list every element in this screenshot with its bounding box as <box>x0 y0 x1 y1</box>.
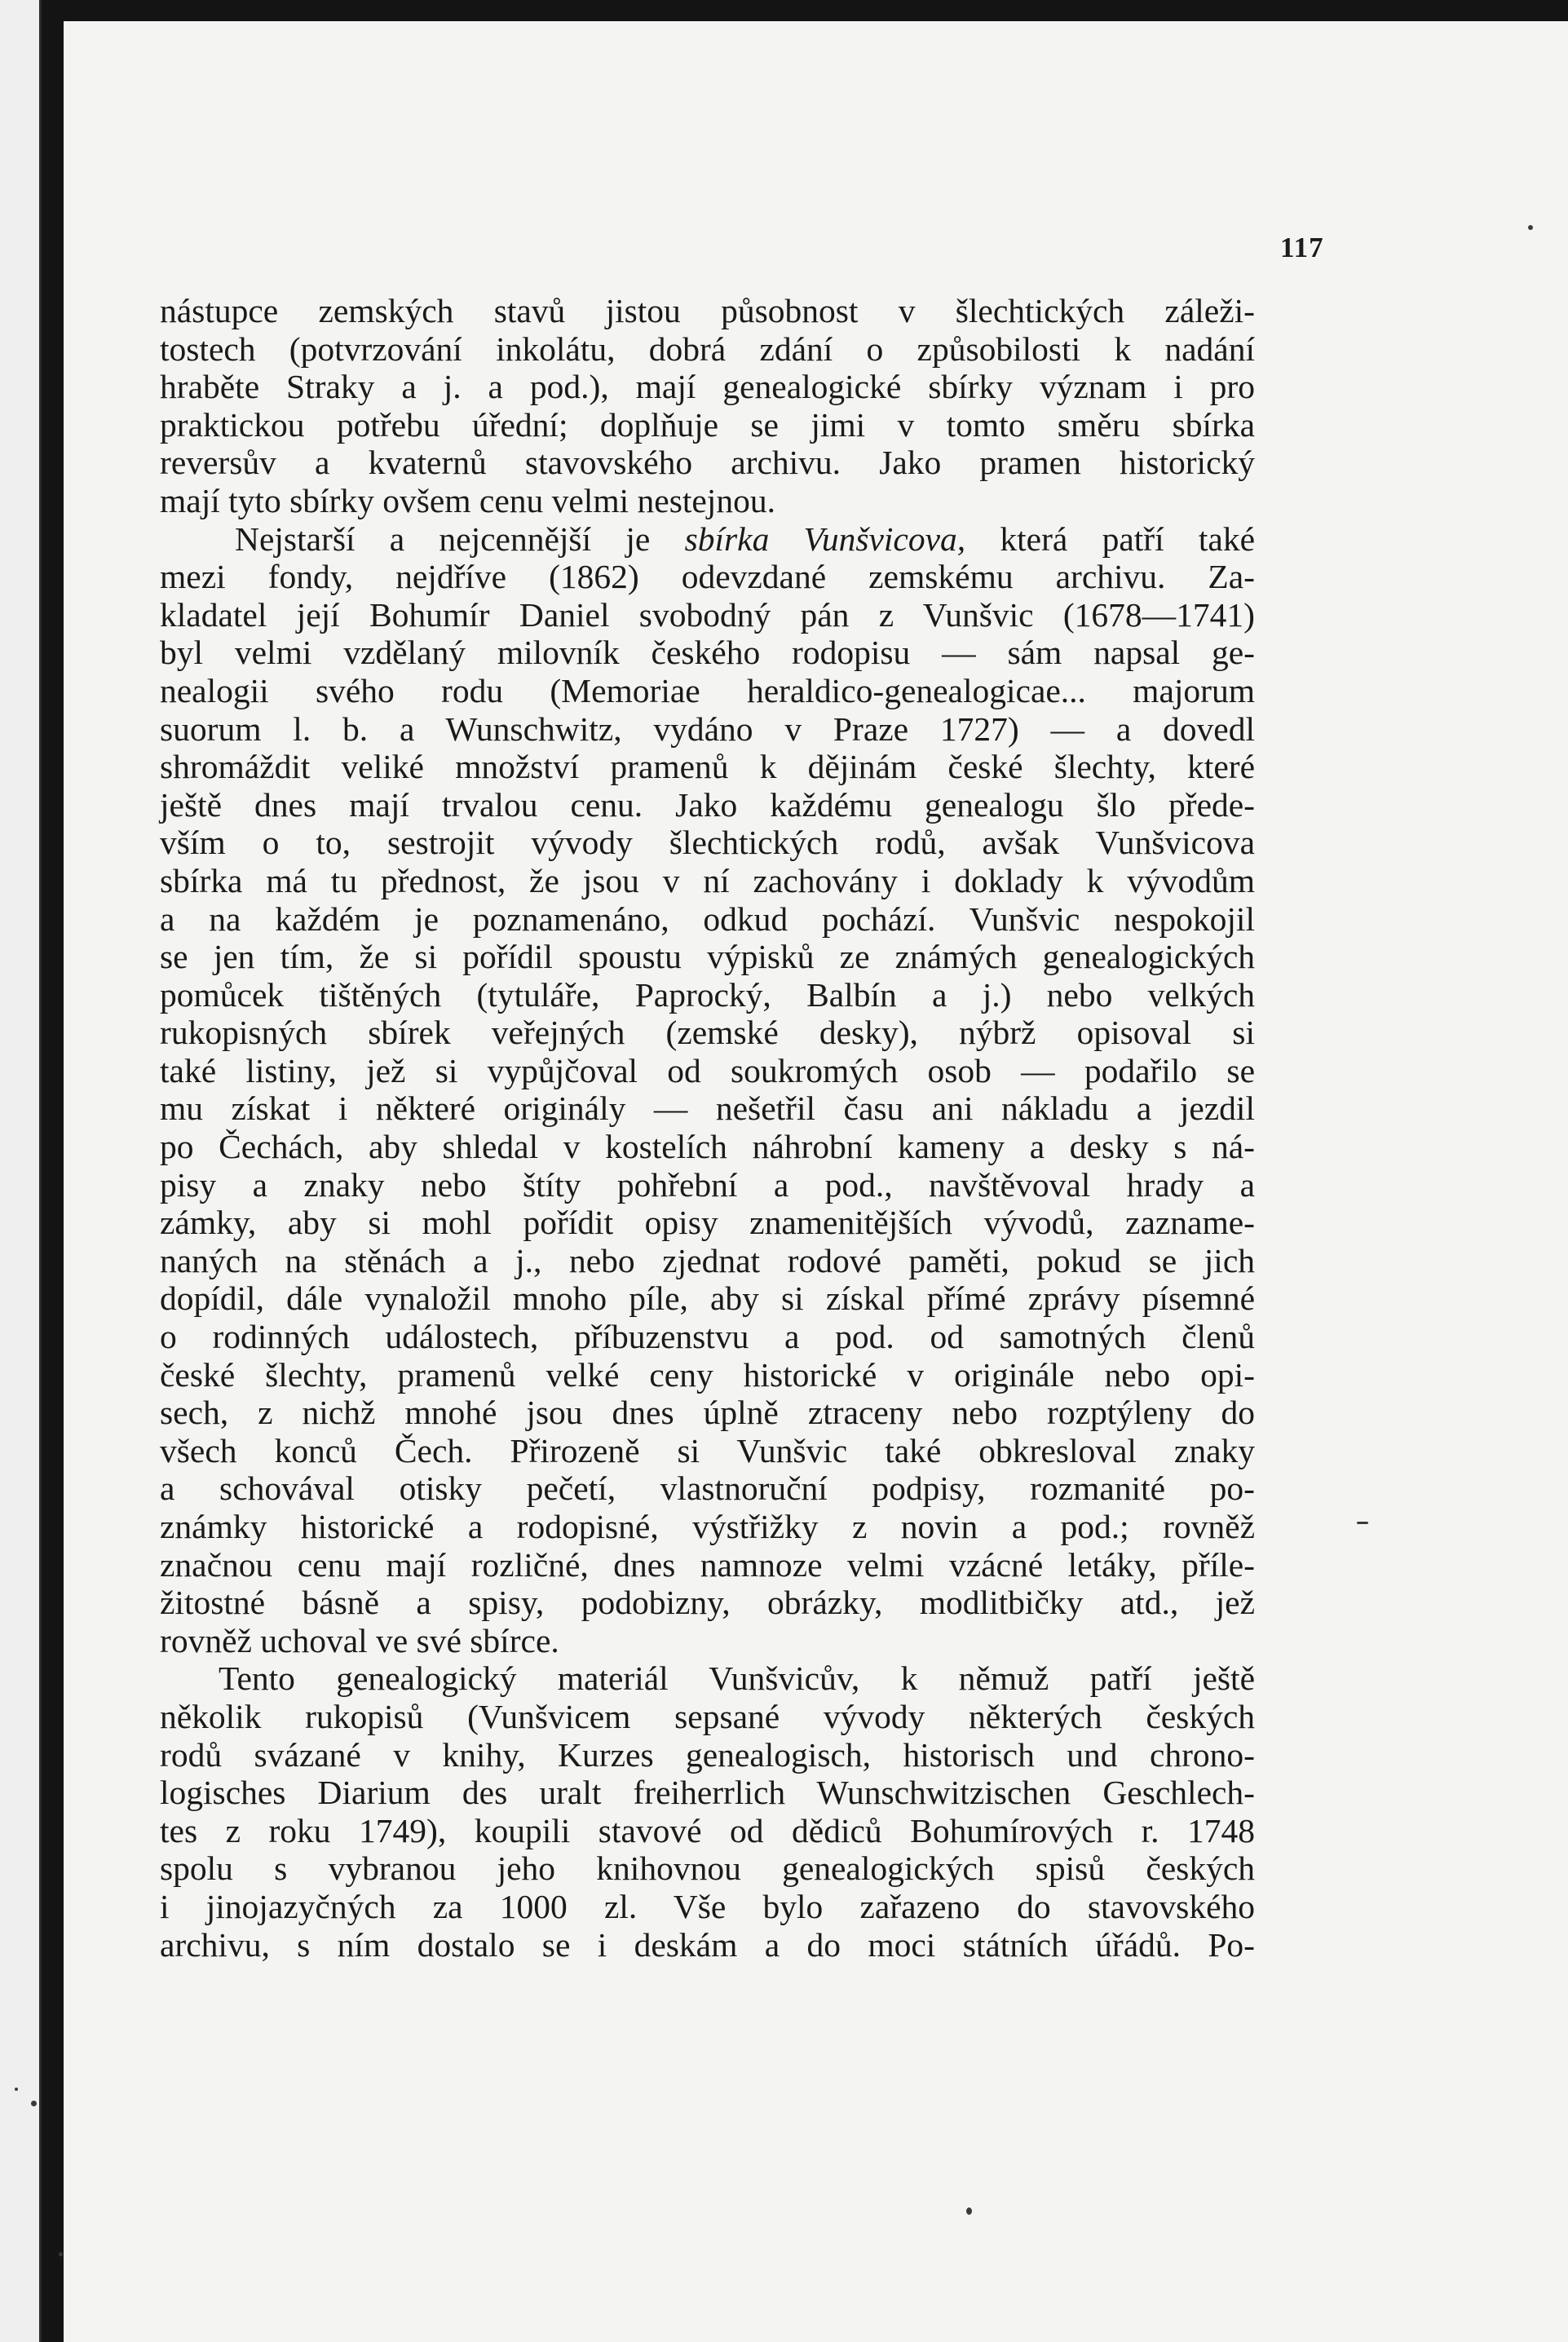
text-line: kladatel její Bohumír Daniel svobodný pán z Vunšvic (1678—1741) <box>160 595 1255 634</box>
text-line: české šlechty, pramenů velké ceny historické v originále nebo opi- <box>160 1355 1255 1394</box>
paragraph-2 <box>160 520 1255 1660</box>
scan-speck <box>1528 225 1533 230</box>
text-line: logisches Diarium des uralt freiherrlich Wunschwitzischen Geschlech- <box>160 1774 1255 1812</box>
text-line: i jinojazyčných za 1000 zl. Vše bylo zařazeno do stavovského <box>160 1887 1255 1925</box>
text-line: se jen tím, že si pořídil spoustu výpisků ze známých genealogických <box>160 938 1255 976</box>
text-line: Tento genealogický materiál Vunšvicův, k němuž patří ještě <box>219 1659 1255 1698</box>
text-line: reversův a kvaternů stavovského archivu. Jako pramen historický <box>160 444 1255 482</box>
text-line: a schovával otisky pečetí, vlastnoruční podpisy, rozmanité po- <box>160 1469 1255 1508</box>
text-line: rovněž uchoval ve své sbírce. <box>160 1621 559 1659</box>
text-line: žitostné básně a spisy, podobizny, obrázky, modlitbičky atd., jež <box>160 1584 1255 1622</box>
text-line-first <box>160 520 1255 559</box>
text-line: praktickou potřebu úřední; doplňuje se jimi v tomto směru sbírka <box>160 405 1255 444</box>
text-line: sech, z nichž mnohé jsou dnes úplně ztraceny nebo rozptýleny do <box>160 1394 1255 1432</box>
text-line: značnou cenu mají rozličné, dnes namnoze velmi vzácné letáky, příle- <box>160 1545 1255 1584</box>
left-page-edge <box>0 0 42 2342</box>
text-line: shromáždit veliké množství pramenů k dějinám české šlechty, které <box>160 748 1255 786</box>
text-line: mezi fondy, nejdříve (1862) odevzdané zemskému archivu. Za- <box>160 558 1255 596</box>
text-line: známky historické a rodopisné, výstřižky z novin a pod.; rovněž <box>160 1508 1255 1545</box>
scan-speck <box>966 2207 972 2215</box>
text-line: zámky, aby si mohl pořídit opisy znamenitějších vývodů, zazname- <box>160 1204 1255 1242</box>
paragraph-3 <box>160 1659 1255 1964</box>
scan-speck <box>59 2252 63 2256</box>
text-line: pisy a znaky nebo štíty pohřební a pod., navštěvoval hrady a <box>160 1165 1255 1204</box>
text-line: sbírka má tu přednost, že jsou v ní zachovány i doklady k vývodům <box>160 861 1255 899</box>
body-text <box>160 292 1255 1964</box>
text-line: mu získat i některé originály — nešetřil času ani nákladu a jezdil <box>160 1089 1255 1128</box>
text-line: po Čechách, aby shledal v kostelích náhrobní kameny a desky s ná- <box>160 1128 1255 1166</box>
text-line: naných na stěnách a j., nebo zjednat rodové paměti, pokud se jich <box>160 1241 1255 1279</box>
text-line: rodů svázané v knihy, Kurzes genealogisch, historisch und chrono- <box>160 1735 1255 1774</box>
text-line: archivu, s ním dostalo se i deskám a do moci státních úřádů. Po- <box>160 1925 1255 1964</box>
scan-speck <box>15 2088 18 2091</box>
scan-speck <box>31 2101 37 2106</box>
text-line: mají tyto sbírky ovšem cenu velmi nestejnou. <box>160 481 775 519</box>
text-line: také listiny, jež si vypůjčoval od soukromých osob — podařilo se <box>160 1051 1255 1089</box>
page-number: 117 <box>1280 232 1324 263</box>
text-line: dopídil, dále vynaložil mnoho píle, aby si získal přímé zprávy písemné <box>160 1279 1255 1318</box>
text-line: rukopisných sbírek veřejných (zemské desky), nýbrž opisoval si <box>160 1014 1255 1052</box>
text-run: Nejstarší a nejcennější je <box>235 519 685 558</box>
text-line: byl velmi vzdělaný milovník českého rodopisu — sám napsal ge- <box>160 634 1255 672</box>
italic-collection-name: sbírka Vunšvicova, <box>684 519 966 558</box>
text-line: několik rukopisů (Vunšvicem sepsané vývody některých českých <box>160 1697 1255 1735</box>
text-line: nástupce zemských stavů jistou působnost v šlechtických záleži- <box>160 292 1255 329</box>
text-line: tes z roku 1749), koupili stavové od dědiců Bohumírových r. 1748 <box>160 1811 1255 1849</box>
text-line: ještě dnes mají trvalou cenu. Jako každému genealogu šlo přede- <box>160 785 1255 824</box>
text-line: pomůcek tištěných (tytuláře, Paprocký, Balbín a j.) nebo velkých <box>160 975 1255 1014</box>
text-run: která patří také <box>965 519 1256 558</box>
scan-speck <box>1357 1522 1368 1524</box>
text-line: o rodinných událostech, příbuzenstvu a pod. od samotných členů <box>160 1318 1255 1356</box>
text-line: tostech (potvrzování inkolátu, dobrá zdání o způsobilosti k nadání <box>160 329 1255 368</box>
text-line: spolu s vybranou jeho knihovnou genealogických spisů českých <box>160 1849 1255 1888</box>
text-line: a na každém je poznamenáno, odkud pochází. Vunšvic nespokojil <box>160 899 1255 938</box>
paragraph-1 <box>160 292 1255 520</box>
text-line: vším o to, sestrojit vývody šlechtických rodů, avšak Vunšvicova <box>160 824 1255 862</box>
text-line: suorum l. b. a Wunschwitz, vydáno v Praze 1727) — a dovedl <box>160 709 1255 748</box>
text-line: všech konců Čech. Přirozeně si Vunšvic také obkresloval znaky <box>160 1431 1255 1469</box>
text-line: nealogii svého rodu (Memoriae heraldico-genealogicae... majorum <box>160 671 1255 709</box>
text-line: hraběte Straky a j. a pod.), mají genealogické sbírky význam i pro <box>160 368 1255 406</box>
